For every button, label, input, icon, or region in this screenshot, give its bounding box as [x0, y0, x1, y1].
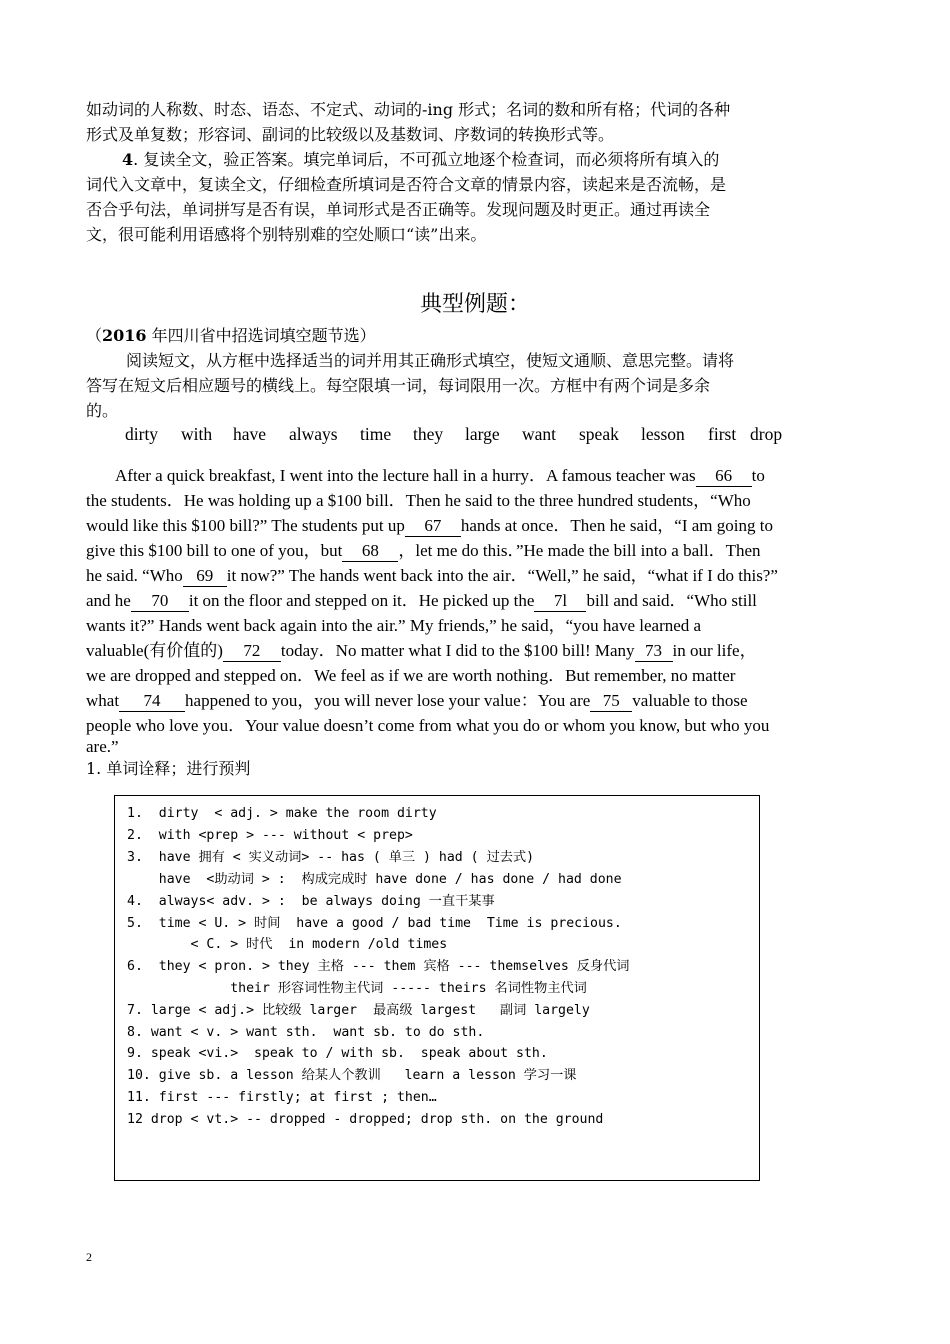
step-4-line-1	[86, 147, 866, 172]
passage	[86, 463, 876, 760]
word-bank-item: time	[360, 424, 392, 444]
box-line-1: 1. dirty < adj. > make the room dirty	[127, 806, 437, 821]
word-bank-item: want	[522, 424, 557, 444]
word-bank-item: dirty	[125, 424, 159, 444]
passage-text: it now?” The hands went back into the air．“Well,” he said，“what if I do this?”	[226, 566, 778, 585]
passage-line-5	[86, 563, 876, 588]
passage-line-3	[86, 513, 876, 538]
box-line-12: 9. speak <vi.> speak to / with sb. speak about sth.	[127, 1046, 548, 1061]
answer-blank-68[interactable]: 68	[342, 541, 398, 562]
passage-line-9: we are dropped and stepped on．We feel as if we are worth nothing．But remember, no matter	[86, 666, 736, 685]
passage-text: it on the floor and stepped on it．He picked up the	[188, 591, 535, 610]
passage-text: what	[86, 691, 120, 710]
box-line-8: 6. they < pron. > they 主格 --- them 宾格 --- themselves 反身代词	[127, 959, 630, 974]
instructions-line-2: 答写在短文后相应题号的横线上。每空限填一词，每词限用一次。方框中有两个词是多余	[86, 376, 711, 395]
passage-text: today．No matter what I did to the $100 bill! Many	[280, 641, 635, 660]
answer-blank-67[interactable]: 67	[405, 516, 461, 537]
step-4-line-2: 词代入文章中，复读全文，仔细检查所填词是否符合文章的情景内容，读起来是否流畅，是	[86, 175, 727, 194]
passage-text: hands at once．Then he said，“I am going to	[460, 516, 773, 535]
box-line-6: 5. time < U. > 时间 have a good / bad time Time is precious.	[127, 916, 622, 931]
passage-line-8	[86, 638, 876, 663]
word-bank-item: first	[708, 424, 737, 444]
box-line-10: 7. large < adj.> 比较级 larger 最高级 largest 副词 largely	[127, 1003, 590, 1018]
word-bank-item: always	[289, 424, 338, 444]
passage-line-7: wants it?” Hands went back again into the air.” My friends,” he said，“you have learned a	[86, 616, 702, 635]
section-heading: 典型例题：	[419, 292, 530, 317]
passage-text: happened to you，you will never lose your value：You are	[185, 691, 591, 710]
passage-text: to	[751, 466, 765, 485]
answer-blank-75[interactable]: 75	[590, 691, 632, 712]
word-bank-item: they	[413, 424, 444, 444]
source-rest: 年四川省中招选词填空题节选）	[146, 326, 376, 345]
passage-text: valuable to those	[632, 691, 748, 710]
answer-blank-73[interactable]: 73	[635, 641, 673, 662]
word-bank-item: lesson	[641, 424, 685, 444]
box-line-4: have <助动词 > : 构成完成时 have done / has done / had done	[127, 872, 622, 887]
box-line-3: 3. have 拥有 < 实义动词> -- has ( 单三 ) had ( 过去式)	[127, 850, 535, 865]
instructions-line-3: 的。	[86, 401, 119, 420]
passage-line-10	[86, 688, 876, 713]
source-year: 2016	[102, 326, 147, 345]
instructions-block	[86, 323, 866, 423]
passage-text: bill and said．“Who still	[586, 591, 757, 610]
source-line	[86, 323, 866, 348]
answer-blank-69[interactable]: 69	[183, 566, 227, 587]
intro-line-1: 如动词的人称数、时态、语态、不定式、动词的-ing 形式；名词的数和所有格；代词的各种	[86, 100, 731, 119]
section-1-label: 1. 单词诠释；进行预判	[86, 759, 251, 778]
box-line-5: 4. always< adv. > : be always doing 一直干某事	[127, 894, 495, 909]
answer-blank-71[interactable]: 7l	[534, 591, 586, 612]
word-bank-item: with	[181, 424, 213, 444]
step-4-text: . 复读全文，验正答案。填完单词后，不可孤立地逐个检查词，而必须将所有填入的	[133, 150, 720, 169]
word-bank-item: drop	[750, 424, 783, 444]
box-line-14: 11. first --- firstly; at first ; then…	[127, 1090, 437, 1105]
answer-blank-66[interactable]: 66	[696, 466, 752, 487]
passage-text: After a quick breakfast, I went into the lecture hall in a hurry．A famous teacher was	[115, 466, 696, 485]
box-line-13: 10. give sb. a lesson 给某人个教训 learn a lesson 学习一课	[127, 1068, 577, 1083]
passage-text: in our life，	[672, 641, 757, 660]
passage-text: he said. “Who	[86, 566, 183, 585]
box-line-9: their 形容词性物主代词 ----- theirs 名词性物主代词	[127, 981, 587, 996]
source-open: （	[86, 326, 103, 345]
intro-paragraph	[86, 97, 866, 247]
passage-text: valuable(有价值的)	[86, 641, 223, 660]
instructions-line-1: 阅读短文，从方框中选择适当的词并用其正确形式填空，使短文通顺、意思完整。请将	[126, 351, 735, 370]
box-line-2: 2. with <prep > --- without < prep>	[127, 828, 413, 843]
passage-line-4	[86, 538, 876, 563]
passage-text: and he	[86, 591, 131, 610]
step-4-line-3: 否合乎句法，单词拼写是否有误，单词形式是否正确等。发现问题及时更正。通过再读全	[86, 200, 711, 219]
answer-blank-70[interactable]: 70	[131, 591, 189, 612]
passage-text: would like this $100 bill?” The students put up	[86, 516, 405, 535]
word-bank-item: large	[465, 424, 500, 444]
intro-line-2: 形式及单复数；形容词、副词的比较级以及基数词、序数词的转换形式等。	[86, 125, 615, 144]
box-line-7: < C. > 时代 in modern /old times	[127, 937, 448, 952]
passage-text: ，let me do this．”He made the bill into a ball．Then	[398, 541, 761, 560]
box-line-15: 12 drop < vt.> -- dropped - dropped; drop sth. on the ground	[127, 1112, 604, 1127]
answer-blank-74[interactable]: 74	[119, 691, 185, 712]
passage-text: give this $100 bill to one of you，but	[86, 541, 343, 560]
word-bank	[125, 424, 825, 445]
passage-line-2: the students．He was holding up a $100 bill．Then he said to the three hundred students，“Who	[86, 491, 751, 510]
passage-line-1	[86, 463, 876, 488]
passage-line-12: are.”	[86, 737, 119, 756]
passage-line-11: people who love you．Your value doesn’t come from what you do or whom you know, but who you	[86, 716, 770, 735]
passage-line-6	[86, 588, 876, 613]
answer-blank-72[interactable]: 72	[223, 641, 281, 662]
step-4-number: 4	[122, 150, 134, 169]
vocabulary-box	[114, 795, 760, 1181]
box-line-11: 8. want < v. > want sth. want sb. to do sth.	[127, 1025, 485, 1040]
page-number: 2	[86, 1250, 92, 1264]
word-bank-item: have	[233, 424, 267, 444]
word-bank-item: speak	[579, 424, 619, 444]
step-4-line-4: 文，很可能利用语感将个别特别难的空处顺口“读”出来。	[86, 225, 487, 244]
